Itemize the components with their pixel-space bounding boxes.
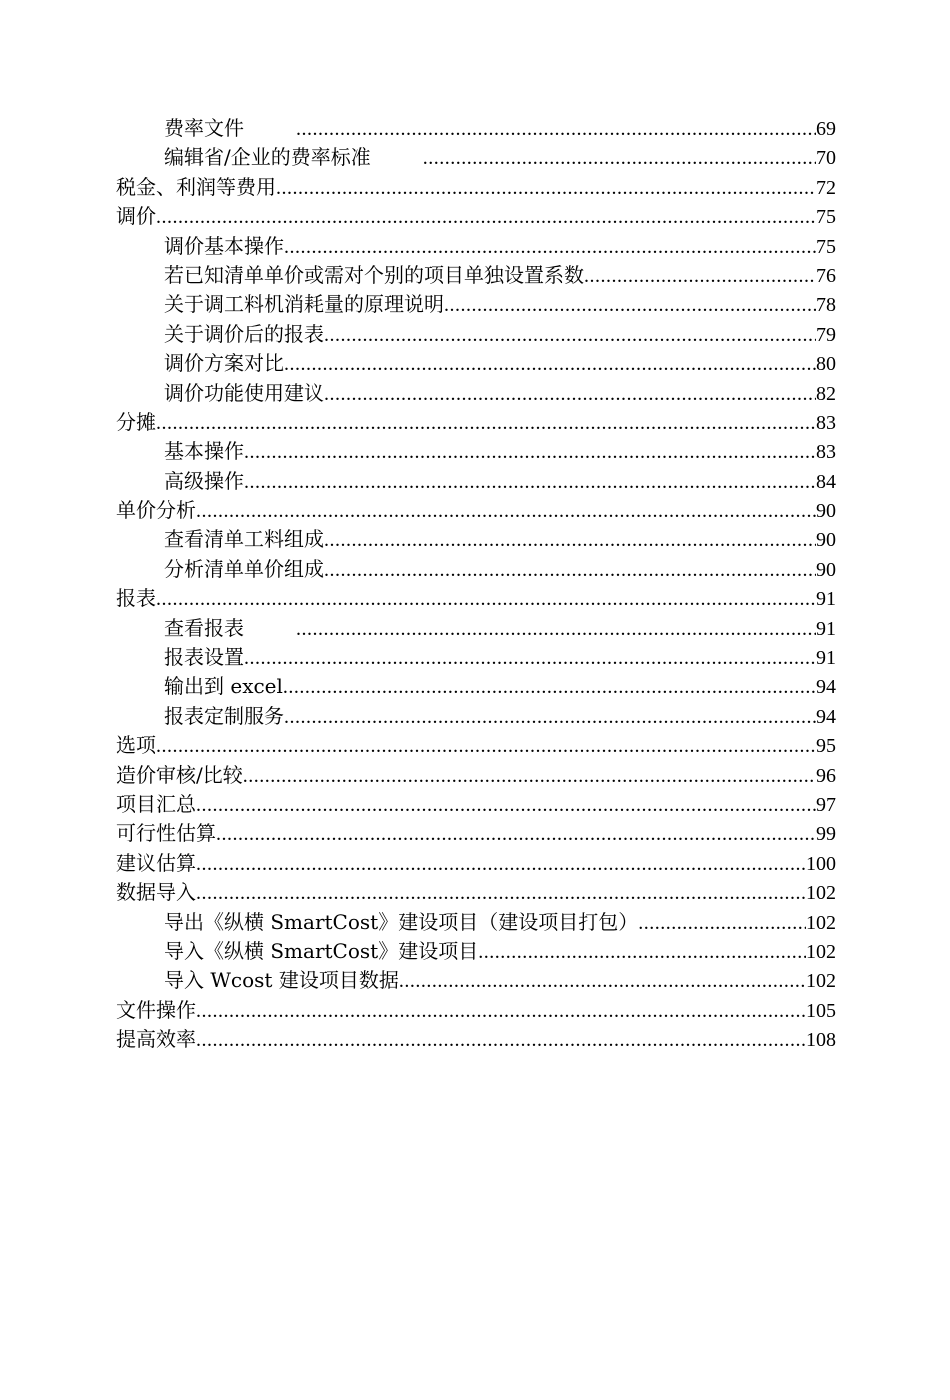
toc-entry-page-number: 76 [816,264,836,287]
toc-entry[interactable] [116,290,836,319]
toc-entry-title: 导入 Wcost 建设项目数据 [164,968,399,993]
dot-leader [244,644,816,673]
toc-entry-page-number: 96 [816,764,836,787]
toc-entry-page-number: 99 [816,823,836,846]
toc-entry-title: 报表定制服务 [164,703,284,728]
toc-entry[interactable] [116,555,836,584]
dot-leader [584,262,816,291]
toc-entry-title: 调价功能使用建议 [164,380,324,405]
toc-entry-title: 建议估算 [116,850,196,875]
toc-entry[interactable] [116,614,836,643]
dot-leader [296,115,816,144]
toc-entry-page-number: 82 [816,382,836,405]
toc-entry[interactable] [116,467,836,496]
dot-leader [196,997,806,1026]
toc-entry-title: 选项 [116,733,156,758]
dot-leader [324,321,816,350]
toc-entry-page-number: 105 [806,999,836,1022]
toc-entry[interactable] [116,379,836,408]
toc-entry-title: 编辑省/企业的费率标准 [164,145,371,170]
dot-leader [478,938,806,967]
toc-entry[interactable] [116,261,836,290]
toc-entry-page-number: 102 [806,940,836,963]
toc-entry[interactable] [116,202,836,231]
dot-leader [324,556,816,585]
toc-entry-page-number: 69 [816,118,836,140]
toc-entry[interactable] [116,1025,836,1054]
dot-leader [243,762,816,791]
toc-entry-title: 造价审核/比较 [116,762,243,787]
toc-entry-title: 提高效率 [116,1027,196,1052]
toc-entry-title: 输出到 excel [164,674,283,699]
toc-entry-page-number: 80 [816,353,836,376]
toc-entry[interactable] [116,320,836,349]
toc-entry[interactable] [116,437,836,466]
dot-leader [244,438,816,467]
toc-entry-page-number: 90 [816,500,836,523]
toc-entry-title: 查看清单工料组成 [164,527,324,552]
toc-entry-page-number: 108 [806,1029,836,1052]
toc-entry-title: 项目汇总 [116,791,196,816]
toc-entry-title: 关于调工料机消耗量的原理说明 [164,292,444,317]
toc-entry-page-number: 95 [816,735,836,758]
toc-entry[interactable] [116,114,836,143]
dot-leader [196,791,816,820]
toc-entry[interactable] [116,349,836,378]
toc-entry-page-number: 83 [816,411,836,434]
toc-entry[interactable] [116,731,836,760]
toc-entry[interactable] [116,408,836,437]
toc-entry-title: 基本操作 [164,439,244,464]
dot-leader [196,1026,806,1055]
toc-entry-title: 关于调价后的报表 [164,321,324,346]
toc-entry[interactable] [116,937,836,966]
toc-entry[interactable] [116,761,836,790]
toc-entry-page-number: 75 [816,206,836,229]
toc-entry-title: 调价方案对比 [164,351,284,376]
toc-entry[interactable] [116,966,836,995]
toc-entry-page-number: 91 [816,617,836,640]
toc-entry[interactable] [116,819,836,848]
toc-entry[interactable] [116,584,836,613]
toc-entry-title: 分析清单单价组成 [164,556,324,581]
toc-entry-title: 数据导入 [116,880,196,905]
toc-entry[interactable] [116,996,836,1025]
toc-entry[interactable] [116,143,836,172]
toc-entry-page-number: 94 [816,705,836,728]
toc-entry-page-number: 75 [816,235,836,258]
toc-entry[interactable] [116,702,836,731]
toc-entry[interactable] [116,878,836,907]
toc-entry[interactable] [116,672,836,701]
dot-leader [638,909,806,938]
toc-entry-title: 税金、利润等费用 [116,174,276,199]
dot-leader [156,732,816,761]
dot-leader [276,174,816,203]
dot-leader [283,673,816,702]
toc-entry-title: 调价基本操作 [164,233,284,258]
toc-entry-page-number: 78 [816,294,836,317]
toc-entry-page-number: 97 [816,793,836,816]
dot-leader [196,879,806,908]
toc-entry-title: 分摊 [116,409,156,434]
dot-leader [284,233,816,262]
dot-leader [216,820,816,849]
dot-leader [156,585,816,614]
dot-leader [244,468,816,497]
toc-entry-page-number: 83 [816,441,836,464]
toc-entry-page-number: 100 [806,852,836,875]
toc-entry-page-number: 102 [806,882,836,905]
dot-leader [156,409,816,438]
toc-entry-page-number: 102 [806,911,836,934]
toc-entry-page-number: 79 [816,323,836,346]
table-of-contents [116,114,836,1055]
dot-leader [156,203,816,232]
dot-leader [196,850,806,879]
toc-entry[interactable] [116,173,836,202]
dot-leader [196,497,816,526]
toc-entry[interactable] [116,643,836,672]
toc-entry-page-number: 94 [816,676,836,699]
toc-entry[interactable] [116,790,836,819]
dot-leader [399,967,806,996]
toc-entry-title: 查看报表 [164,615,244,640]
toc-entry[interactable] [116,232,836,261]
toc-entry-title: 高级操作 [164,468,244,493]
toc-entry-page-number: 90 [816,529,836,552]
toc-entry-title: 单价分析 [116,498,196,523]
dot-leader [296,615,816,644]
toc-entry-title: 导出《纵横 SmartCost》建设项目（建设项目打包） [164,909,639,934]
toc-entry[interactable] [116,849,836,878]
toc-entry-title: 文件操作 [116,997,196,1022]
toc-entry-title: 调价 [116,204,156,229]
toc-entry-page-number: 91 [816,588,836,611]
dot-leader [284,350,816,379]
toc-entry-title: 报表 [116,586,156,611]
toc-entry[interactable] [116,525,836,554]
toc-entry-title: 导入《纵横 SmartCost》建设项目 [164,938,479,963]
toc-entry-page-number: 90 [816,558,836,581]
toc-entry-title: 报表设置 [164,645,244,670]
toc-entry-title: 若已知清单单价或需对个别的项目单独设置系数 [164,262,584,287]
dot-leader [284,703,816,732]
dot-leader [324,380,816,409]
toc-entry[interactable] [116,496,836,525]
toc-entry-title: 费率文件 [164,116,244,140]
toc-entry-page-number: 72 [816,176,836,199]
dot-leader [324,526,816,555]
toc-entry-page-number: 102 [806,970,836,993]
toc-entry-page-number: 70 [816,147,836,170]
toc-entry[interactable] [116,908,836,937]
toc-entry-title: 可行性估算 [116,821,216,846]
toc-entry-page-number: 91 [816,647,836,670]
dot-leader [444,291,816,320]
toc-entry-page-number: 84 [816,470,836,493]
dot-leader [423,144,816,173]
